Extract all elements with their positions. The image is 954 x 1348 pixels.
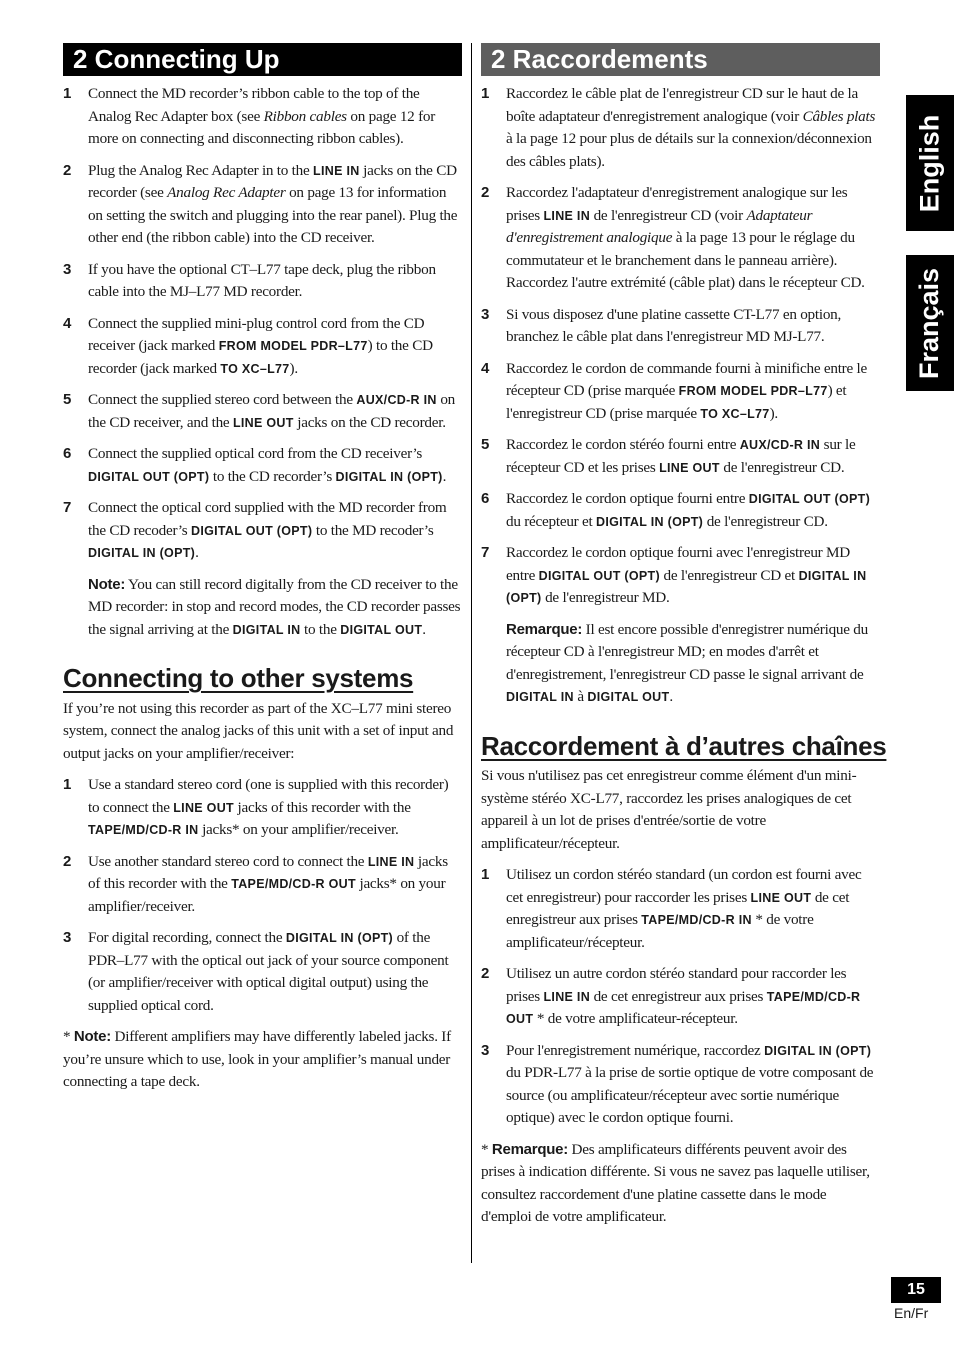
list-item: 7 Raccordez le cordon optique fourni avec l'enregistreur MD entre DIGITAL OUT (OPT) de l'enregistreur CD et DIGITAL IN (OPT) de l'enregistreur MD. — [481, 544, 867, 606]
list-item: 3 Pour l'enregistrement numérique, raccordez DIGITAL IN (OPT) du PDR-L77 à la prise de sortie optique de votre composant de source (ou amplificateur/récepteur avec sortie numérique optique) avec le cordon optique fourni. — [481, 1041, 874, 1126]
language-tab-english: English — [906, 95, 954, 231]
list-item: 6 Connect the supplied optical cord from the CD receiver’s DIGITAL OUT (OPT) to the CD recorder’s DIGITAL IN (OPT). — [63, 445, 447, 485]
list-item: 3 Si vous disposez d'une platine cassette CT-L77 en option, branchez le câble plat dans l'enregistreur MD MJ-L77. — [481, 305, 842, 345]
list-item: 5 Raccordez le cordon stéréo fourni entre AUX/CD-R IN sur le récepteur CD et les prises LINE OUT de l'enregistreur CD. — [481, 436, 856, 476]
list-item: 1 Use a standard stereo cord (one is supplied with this recorder) to connect the LINE OUT jacks of this recorder with the TAPE/MD/CD-R IN jacks* on your amplifier/receiver. — [63, 776, 449, 838]
section-title: 2 Connecting Up — [63, 43, 462, 76]
intro-paragraph: If you’re not using this recorder as part of the XC–L77 mini stereo system, connect the analog jacks of this unit with a set of input and output jacks on your amplifier/receiver: — [63, 699, 454, 762]
list-item: 7 Connect the optical cord supplied with the MD recorder from the CD recoder’s DIGITAL OUT (OPT) to the MD recoder’s DIGITAL IN (OPT). — [63, 499, 447, 561]
section-title: 2 Raccordements — [481, 43, 880, 76]
intro-paragraph: Si vous n'utilisez pas cet enregistreur comme élément d'un mini-système stéréo XC-L77, raccordez les prises analogiques de cet appareil à un lot de prises d'entrée/sortie de votre amplificateur/récepteur. — [481, 767, 857, 852]
list-item: 4 Raccordez le cordon de commande fourni à minifiche entre le récepteur CD (prise marquée FROM MODEL PDR–L77) et l'enregistreur CD (prise marquée TO XC–L77). — [481, 359, 867, 422]
list-item: 1 Raccordez le câble plat de l'enregistreur CD sur le haut de la boîte adaptateur d'enregistrement analogique (voir Câbles plats à la page 12 pour plus de détails sur la connexion/déconnexion des câbles plats). — [481, 85, 876, 170]
list-item: 2 Utilisez un autre cordon stéréo standard pour raccorder les prises LINE IN de cet enregistreur aux prises TAPE/MD/CD-R OUT * de votre amplificateur-récepteur. — [481, 965, 861, 1027]
note: Remarque: Il est encore possible d'enregistrer numérique du récepteur CD à l'enregistreur MD; en modes d'arrêt et d'enregistrement, l'enregistreur CD passe le signal arrivant de DIGITAL IN à DIGITAL OUT. — [506, 620, 868, 705]
list-item: 2 Raccordez l'adaptateur d'enregistrement analogique sur les prises LINE IN de l'enregistreur CD (voir Adaptateur d'enregistrement analogique à la page 13 pour le réglage du commutateur et le branchement dans le panneau arrière). Raccordez l'autre extrémité (câble plat) dans le récepteur CD. — [481, 184, 865, 291]
list-item: 1 Utilisez un cordon stéréo standard (un cordon est fourni avec cet enregistreur) pour raccorder les prises LINE OUT de cet enregistreur aux prises TAPE/MD/CD-R IN * de votre amplificateur/récepteur. — [481, 866, 862, 951]
list-item: 1 Connect the MD recorder’s ribbon cable to the top of the Analog Rec Adapter box (see Ribbon cables on page 12 for more on connecting and disconnecting ribbon cables). — [63, 85, 436, 147]
list-item: 5 Connect the supplied stereo cord between the AUX/CD-R IN on the CD receiver, and the LINE OUT jacks on the CD recorder. — [63, 391, 455, 431]
french-column — [481, 43, 887, 1229]
page-number: 15 — [891, 1277, 941, 1303]
footnote: * Note: Different amplifiers may have differently labeled jacks. If you’re unsure which to use, look in your amplifier’s manual under connecting a tape deck. — [63, 1028, 451, 1090]
list-item: 4 Connect the supplied mini-plug control cord from the CD receiver (jack marked FROM MODEL PDR–L77) to the CD recorder (jack marked TO XC–L77). — [63, 314, 433, 377]
english-column — [63, 43, 462, 1094]
footnote: * Remarque: Des amplificateurs différents peuvent avoir des prises à indication différente. Si vous ne savez pas laquelle utiliser, consultez raccordement d'une platine cassette dans le mode d'emploi de votre amplificateur. — [481, 1140, 870, 1225]
list-item: 2 Plug the Analog Rec Adapter in to the LINE IN jacks on the CD recorder (see Analog Rec Adapter on page 13 for information on setting the switch and plugging into the rear panel). Plug the other end (the ribbon cable) into the CD receiver. — [63, 161, 458, 246]
subsection-title: Raccordement à d’autres chaînes — [481, 730, 887, 761]
list-item: 3 For digital recording, connect the DIGITAL IN (OPT) of the PDR–L77 with the optical out jack of your source component (or amplifier/receiver with optical digital output) using the supplied optical cord. — [63, 929, 449, 1014]
language-tab-francais: Français — [906, 255, 954, 391]
list-item: 3 If you have the optional CT–L77 tape deck, plug the ribbon cable into the MJ–L77 MD recorder. — [63, 260, 436, 300]
list-item: 2 Use another standard stereo cord to connect the LINE IN jacks of this recorder with the TAPE/MD/CD-R OUT jacks* on your amplifier/receiver. — [63, 852, 448, 915]
page-language-label: En/Fr — [894, 1305, 929, 1321]
list-item: 6 Raccordez le cordon optique fourni entre DIGITAL OUT (OPT) du récepteur et DIGITAL IN (OPT) de l'enregistreur CD. — [481, 490, 871, 530]
subsection-title: Connecting to other systems — [63, 663, 414, 693]
note: Note: You can still record digitally from the CD receiver to the MD recorder: in stop and record modes, the CD recorder passes the signal arriving at the DIGITAL IN to the DIGITAL OUT. — [88, 575, 461, 638]
column-divider — [471, 43, 472, 1263]
